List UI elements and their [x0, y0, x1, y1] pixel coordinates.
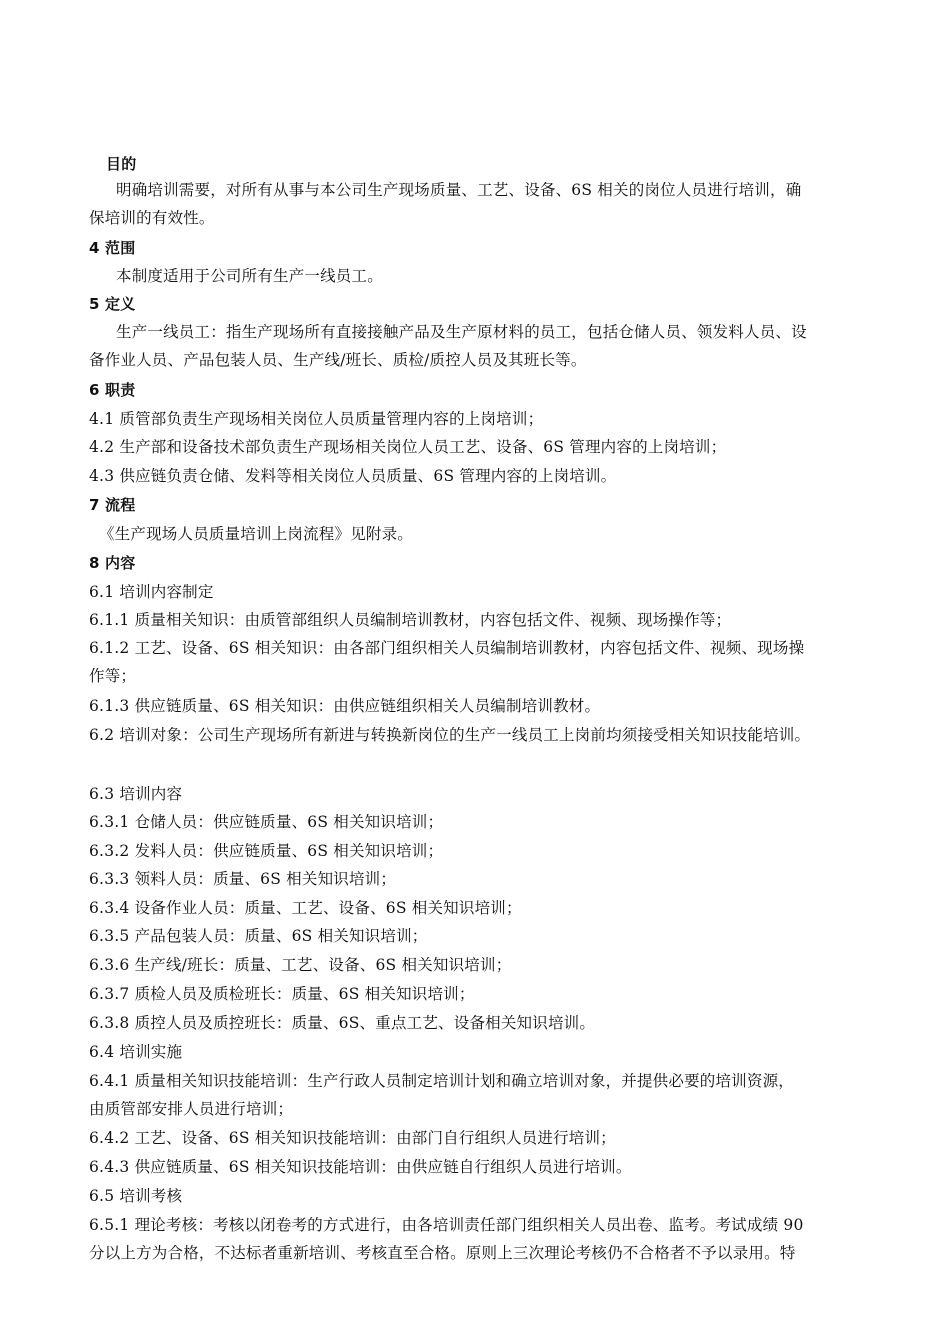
- list-item-continued: 分以上方为合格，不达标者重新培训、考核直至合格。原则上三次理论考核仍不合格者不予以录用。特: [89, 1244, 796, 1262]
- paragraph-line: 备作业人员、产品包装人员、生产线/班长、质检/质控人员及其班长等。: [89, 351, 587, 369]
- list-item: 4.1 质管部负责生产现场相关岗位人员质量管理内容的上岗培训；: [89, 410, 544, 428]
- section-heading-content: 8 内容: [89, 554, 136, 572]
- paragraph-line: 生产一线员工：指生产现场所有直接接触产品及生产原材料的员工，包括仓储人员、领发料人员、设: [116, 323, 807, 341]
- list-item: 6.3.5 产品包装人员：质量、6S 相关知识培训；: [89, 927, 428, 945]
- list-item: 6.3.4 设备作业人员：质量、工艺、设备、6S 相关知识培训；: [89, 899, 522, 917]
- list-item-continued: 由质管部安排人员进行培训；: [89, 1100, 294, 1118]
- section-heading-scope: 4 范围: [89, 239, 136, 257]
- subsection-heading: 6.3 培训内容: [89, 785, 183, 803]
- list-item: 6.3.3 领料人员：质量、6S 相关知识培训；: [89, 870, 397, 888]
- list-item: 6.1.3 供应链质量、6S 相关知识：由供应链组织相关人员编制培训教材。: [89, 697, 601, 715]
- list-item: 6.3.6 生产线/班长：质量、工艺、设备、6S 相关知识培训；: [89, 956, 512, 974]
- list-item: 4.3 供应链负责仓储、发料等相关岗位人员质量、6S 管理内容的上岗培训。: [89, 467, 617, 485]
- list-item-continued: 作等；: [89, 667, 137, 685]
- list-item: 6.3.8 质控人员及质控班长：质量、6S、重点工艺、设备相关知识培训。: [89, 1014, 596, 1032]
- list-item: 6.3.7 质检人员及质检班长：质量、6S 相关知识培训；: [89, 985, 475, 1003]
- list-item: 6.4.3 供应链质量、6S 相关知识技能培训：由供应链自行组织人员进行培训。: [89, 1158, 632, 1176]
- section-heading-definition: 5 定义: [89, 295, 136, 313]
- paragraph-line: 本制度适用于公司所有生产一线员工。: [116, 267, 383, 285]
- list-item: 6.5.1 理论考核：考核以闭卷考的方式进行，由各培训责任部门组织相关人员出卷、监考。考试成绩 90: [89, 1216, 804, 1234]
- paragraph-line: 保培训的有效性。: [89, 209, 215, 227]
- subsection-heading: 6.4 培训实施: [89, 1043, 183, 1061]
- list-item: 6.4.2 工艺、设备、6S 相关知识技能培训：由部门自行组织人员进行培训；: [89, 1129, 616, 1147]
- list-item: 6.1.2 工艺、设备、6S 相关知识：由各部门组织相关人员编制培训教材，内容包括文件、视频、现场操: [89, 639, 805, 657]
- section-heading-responsibility: 6 职责: [89, 381, 136, 399]
- list-item: 6.4.1 质量相关知识技能培训：生产行政人员制定培训计划和确立培训对象，并提供必要的培训资源，: [89, 1072, 794, 1090]
- paragraph-line: 《生产现场人员质量培训上岗流程》见附录。: [99, 525, 414, 543]
- paragraph-line: 明确培训需要，对所有从事与本公司生产现场质量、工艺、设备、6S 相关的岗位人员进行培训，确: [116, 181, 802, 199]
- section-heading-process: 7 流程: [89, 496, 136, 514]
- list-item: 6.3.1 仓储人员：供应链质量、6S 相关知识培训；: [89, 813, 444, 831]
- list-item: 4.2 生产部和设备技术部负责生产现场相关岗位人员工艺、设备、6S 管理内容的上岗培训；: [89, 438, 727, 456]
- section-heading-purpose: 目的: [106, 155, 137, 173]
- list-item: 6.2 培训对象：公司生产现场所有新进与转换新岗位的生产一线员工上岗前均须接受相关知识技能培训。: [89, 726, 811, 744]
- list-item: 6.1.1 质量相关知识：由质管部组织人员编制培训教材，内容包括文件、视频、现场操作等；: [89, 611, 732, 629]
- subsection-heading: 6.5 培训考核: [89, 1187, 183, 1205]
- subsection-heading: 6.1 培训内容制定: [89, 583, 214, 601]
- list-item: 6.3.2 发料人员：供应链质量、6S 相关知识培训；: [89, 842, 444, 860]
